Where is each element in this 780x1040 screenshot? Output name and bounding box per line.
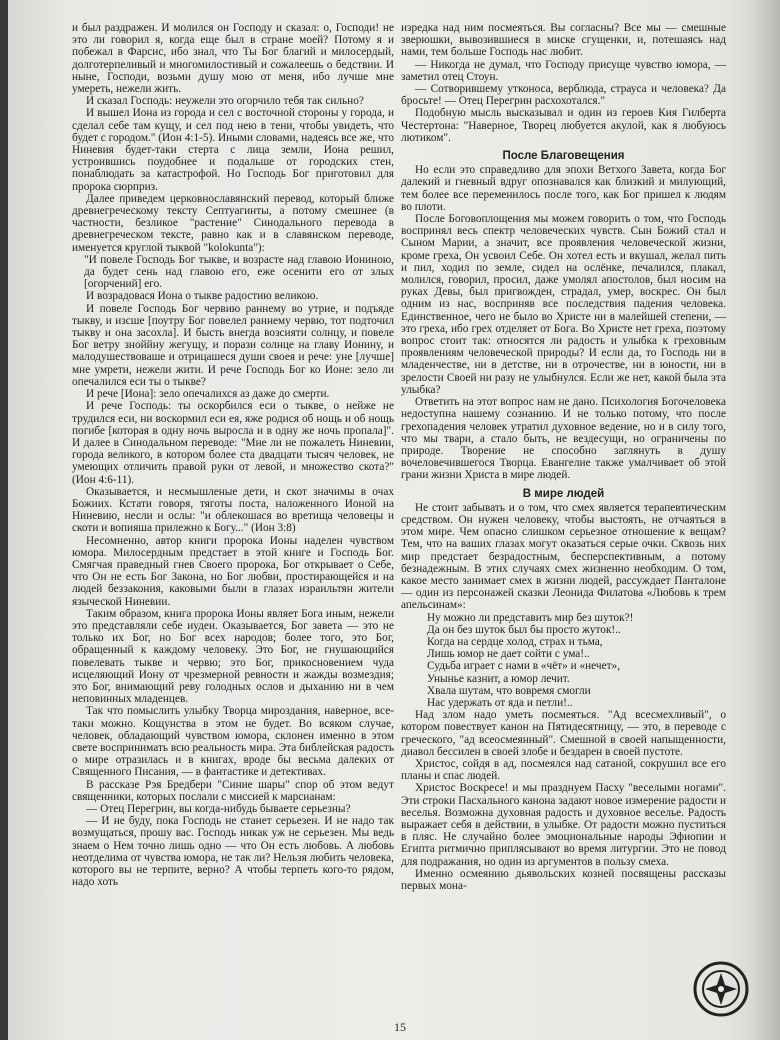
- paragraph: изредка над ним посмеяться. Вы согласны? Все мы — смешные зверюшки, вывозившиеся в миске сгущенки, и, потешаясь над нами, тем больше Господь нас любит.: [401, 22, 726, 59]
- quote-paragraph: "И повеле Господь Бог тыкве, и возрасте над главою Иониною, да будет сень над главою его, еже осенити его от злых [огорчений] его.: [84, 253, 394, 291]
- poem-line: Да он без шуток был бы просто жуток!..: [427, 623, 621, 636]
- paragraph: Именно осмеянию дьявольских козней посвящены рассказы первых мона-: [401, 867, 726, 893]
- paragraph: Ответить на этот вопрос нам не дано. Психология Богочеловека недоступна нашему сознанию. И не только потому, что после грехопадения человек утратил духовное ведение, но и в силу того, что мы твари, а стало быть, не вездесущи, но ограничены по природе. Творение не способно заглянуть в душу вочеловечившегося Творца. Евангелие также умалчивает об этой грани жизни Христа в мире людей.: [401, 396, 726, 482]
- section-heading: В мире людей: [522, 487, 605, 500]
- page-edge-shadow: [750, 0, 780, 1040]
- paragraph: и был раздражен. И молился он Господу и сказал: о, Господи! не это ли говорил я, когда еще был в стране моей? Потому я и побежал в Фарсис, ибо знал, что Ты Бог благий и милосердый, долготерпеливый и многомилостивый и сожалеешь о бедствии. И ныне, Господи, возьми душу мою от меня, ибо лучше мне умереть, нежели жить.: [72, 22, 394, 96]
- poem-line: Унынье казнит, а юмор лечит.: [427, 672, 570, 685]
- paragraph: Не стоит забывать и о том, что смех является терапевтическим средством. Он нужен человеку, чтобы выстоять, не отчаяться в этом мире. Чем опасно слишком серьезное отношение к вещам? Тем, что на ваших глазах могут оказаться серые очки. Сквозь них мир предстает безрадостным, бесперспективным, а потому безнадежным. В этих случаях смех жизненно необходим. О том, какое место занимает смех в жизни людей, рассуждает Панталоне — один из персонажей сказки Леонида Филатова «Любовь к трем апельсинам»:: [401, 501, 726, 612]
- right-column: [401, 22, 726, 892]
- paragraph: Но если это справедливо для эпохи Ветхого Завета, когда Бог далекий и гневный вдруг опознавался как близкий и милующий, тем более все переменилось после того, как Бог пришел к людям во плоти.: [401, 164, 726, 213]
- poem-line: Хвала шутам, что вовремя смогли: [427, 684, 591, 697]
- dialogue-line: — Отец Перегрин, вы когда-нибудь бываете серьезны?: [86, 803, 351, 815]
- dialogue-line: — И не буду, пока Господь не станет серьезен. И не надо так возмущаться, прошу вас. Господь никак уж не серьезен. Мы ведь знаем о Нем точно лишь одно — что Он есть любовь. А любовь неотделима от чувства юмора, не так ли? Нельзя любить человека, которого вы не терпите, верно? А чтобы терпеть кого-то рядом, надо хоть: [72, 815, 394, 889]
- poem-line: Нас удержать от яда и петли!..: [427, 696, 573, 709]
- paragraph: Оказывается, и несмышленые дети, и скот значимы в очах Божиих. Кстати говоря, тяготы поста, наложенного Ионой на Ниневию, несли и ослы: "и облекошася во вретища человецы и скоти и вопияша прилежно к Богу..." (Ион 3:8): [72, 485, 394, 535]
- paragraph: Христос, сойдя в ад, посмеялся над сатаной, сокрушил все его планы и спас людей.: [401, 757, 726, 783]
- paragraph: И повеле Господь Бог червию раннему во утрие, и подъяде тыкву, и изсше [поутру Бог повелел раннему червю, тот подточил тыкву и она засохла]. И бысть внегда возсияти солнцу, и повеле Бог ветру зноййну жегущу, и порази солнце на главу Ионину, и малодушествоваше и отрицашеся души своея и рече: уне [лучше] мне умрети, нежели жити. И рече Господь Бог ко Ионе: зело ли опечалился еси ты о тыкве?: [72, 302, 394, 388]
- paragraph: И рече Господь: ты оскорбился еси о тыкве, о нейже не трудился еси, ни воскормил еси ея, яже родися об нощь и об нощь погибе [которая в одну ночь выросла и в одну же ночь пропала]". И далее в Синодальном переводе: "Мне ли не пожалеть Ниневии, города великого, в котором более ста двадцати тысяч человек, не умеющих отличить правой руки от левой, и множество скота?" (Ион 4:6-11).: [72, 400, 394, 486]
- paragraph: И вышел Иона из города и сел с восточной стороны у города, и сделал себе там кущу, и сел под нею в тени, чтобы увидеть, что будет с городом." (Ион 4:1-5). Иными словами, надеясь все же, что Ниневия будет-таки стерта с лица земли, Иона решил, устроившись поудобнее и подальше от городских стен, понаблюдать за катастрофой. Но Господь Бог приготовил для пророка сюрприз.: [72, 107, 394, 193]
- left-column: [72, 22, 394, 888]
- paragraph: И рече [Иона]: зело опечалихся аз даже до смерти.: [86, 388, 330, 401]
- poem: [401, 612, 726, 710]
- paragraph: Над злом надо уметь посмеяться. "Ад всесмехливый", о котором повествует канон на Пятидесятницу, — это, в переводе с греческого, "ад всеосмеянный". Смешной в своей напыщенности, диавол бессилен в своей злобе и бездарен в своей пустоте.: [401, 709, 726, 758]
- dialogue-line: — Никогда не думал, что Господу присуще чувство юмора, — заметил отец Стоун.: [401, 58, 726, 83]
- paragraph: Так что помыслить улыбку Творца мироздания, наверное, все-таки можно. Кощунства в этом не будет. Во всяком случае, человек, обладающий чувством юмора, склонен именно в этом свете воспринимать всю реальность мира. Эта библейская радость о мире отразилась и в книгах, вроде бы весьма далеких от Священного Писания, — в фантастике и детективах.: [72, 705, 394, 779]
- paragraph: И возрадовася Иона о тыкве радостию великою.: [86, 290, 319, 303]
- page-number: 15: [394, 1020, 406, 1034]
- paragraph: Далее приведем церковнославянский перевод, который ближе древнегреческому тексту Септуагинты, а потому смешнее (в частности, безликое "растение" Синодального перевода в древнегреческом тексте, равно как и в славянском переводе, именуется круглой тыквой "kolokunta"):: [72, 192, 394, 254]
- poem-line: Ну можно ли представить мир без шуток?!: [427, 611, 634, 624]
- poem-line: Лишь юмор не дает сойти с ума!..: [427, 648, 590, 661]
- paragraph: Несомненно, автор книги пророка Ионы наделен чувством юмора. Милосердным предстает в этой книге и Господь Бог. Смягчая праведный гнев Своего пророка, Бог открывает о Себе, что Он не есть Бог Закона, но Бог любви, простирающейся и на людей беззакония, каковыми были в глазах израильтян жители языческой Ниневии.: [72, 534, 394, 608]
- end-ornament-icon: [692, 960, 750, 1018]
- poem-line: Когда на сердце холод, страх и тьма,: [427, 635, 603, 648]
- paragraph: В рассказе Рэя Бредбери "Синие шары" спор об этом ведут священники, которых послали с миссией к марсианам:: [72, 778, 394, 803]
- magazine-page: [8, 0, 780, 1040]
- paragraph: После Боговоплощения мы можем говорить о том, что Господь воспринял весь спектр человеческих чувств. Сын Божий стал и Сыном Марии, а значит, все проявления человеческой жизни, кроме греха, Он усвоил Себе. Он хотел есть и вкушал, желал пить и пил, ходил по земле, сидел на ослёнке, печалился, плакал, молился, говорил, просил, даже умолял апостолов, был носим на руках Девы, был пригвожден, страдал, умер, воскрес. Он был одним из нас, восприняв все последствия падения человека. Единственное, чего не было во Христе ни в малейшей степени, — это греха, ибо грех отделяет от Бога. Во Христе нет греха, поэтому вопрос стоит так: относятся ли радость и улыбка к греховным проявлениям человеческой природы? И если да, то Господь ни в младенчестве, ни в детстве, ни в отрочестве, ни в юности, ни в зрелости Своей ни разу не улыбнулся. Если же нет, какой была эта улыбка?: [401, 213, 726, 396]
- paragraph: Таким образом, книга пророка Ионы являет Бога иным, нежели это представляли себе иудеи. Оказывается, Бог завета — это не только их Бог, но Бог всех народов; более того, это Бог, обращенный к каждому человеку. Это Бог, не гнушающийся повелевать тыкве и червю; это Бог, прикосновением чуда исцеляющий Иону от чрезмерной ревности и жажды возмездия; это Бог, внимающий реву голодных ослов и дыханию ни в чем неповинных младенцев.: [72, 607, 394, 706]
- paragraph: И сказал Господь: неужели это огорчило тебя так сильно?: [86, 95, 364, 108]
- poem-line: Судьба играет с нами в «чёт» и «нечет»,: [427, 660, 621, 673]
- paragraph: Христос Воскресе! и мы празднуем Пасху "веселыми ногами". Эти строки Пасхального канона задают новое измерение радости и веселья. Возможна духовная радость и духовное веселье. Радость выражает себя в действии, в улыбке. От радости можно пуститься в пляс. Не случайно более эмоциональные народы Эфиопии и Египта ритмично приплясывают во время литургии. Это не повод для подражания, но один из аргументов в пользу смеха.: [401, 782, 726, 868]
- section-heading: После Благовещения: [502, 150, 625, 163]
- paragraph: Подобную мысль высказывал и один из героев Кия Гилберта Честертона: "Наверное, Творец любуется акулой, как я любуюсь лютиком".: [401, 107, 726, 144]
- dialogue-line: — Сотворившему утконоса, верблюда, страуса и человека? Да бросьте! — Отец Перегрин расхохотался.": [401, 83, 726, 108]
